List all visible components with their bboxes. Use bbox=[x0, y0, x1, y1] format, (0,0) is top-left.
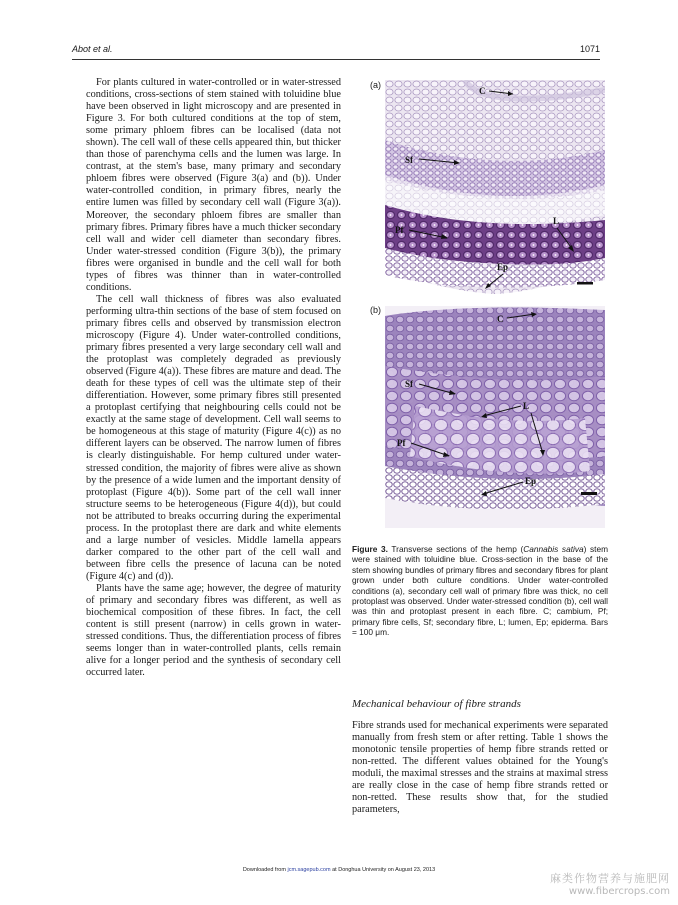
body-paragraph-2: The cell wall thickness of fibres was also evaluated performing ultra-thin sections of the base of stem focused on primary fibres cells and observed by transmission electron microscopy (Figure 4). Under water-controlled conditions, primary fibres presented a very large secondary cell wall and the protoplast was completely degraded as previously observed (Figure 4(a)). These fibres are mature and dead. The death for these types of cell was the ultimate step of their differentiation. However, some primary fibres still presented a protoplast certifying that neighbouring cells could not be exactly at the same stage of development. Cell wall seems to be homogeneous at this stage of maturity (Figure 4(c)) as no different layers can be observed. The narrow lumen of fibres is clearly distinguishable. For hemp cultured under water-stressed condition, the majority of fibres were alive as shown by the presence of a wide lumen and the important density of protoplast (Figure 4(b)). Some part of the cell wall inner structure seems to be heterogeneous (Figure 4(d)), but could not be attributed to breaks occurring during the experimental process. In the protoplast there are dark and white elements and a large number of vesicles. Middle lamella appears darker compared to the other part of the cell wall and between fibre cells the presence of lacuna can be noted (Figure 4(c) and (d)). bbox=[86, 293, 341, 582]
right-column-text bbox=[352, 720, 608, 816]
micrograph-panel-b bbox=[385, 306, 605, 528]
watermark-line-1: 麻类作物营养与施肥网 bbox=[550, 872, 670, 885]
caption-text-pre: Transverse sections of the hemp ( bbox=[391, 544, 524, 554]
watermark bbox=[550, 870, 670, 897]
micrograph-b-svg bbox=[385, 306, 605, 528]
footer-post: at Donghua University on August 23, 2013 bbox=[330, 867, 436, 873]
figure-panel-a-label: (a) bbox=[370, 80, 381, 90]
label-b-c: C bbox=[497, 314, 504, 324]
watermark-line-2: www.fibercrops.com bbox=[568, 886, 670, 897]
label-b-pf: Pf bbox=[397, 438, 406, 448]
caption-species: Cannabis sativa bbox=[523, 544, 584, 554]
body-paragraph-3: Plants have the same age; however, the degree of maturity of primary and secondary fibres was different, as well as biochemical composition of these fibres. In fact, the cell content is still present (narrow) in cells grown in water-stressed conditions. Thus, the differentiation process of fibres seems longer than in water-controlled plants, cells remain alive for a longer period and the synthesis of secondary cell occurred later. bbox=[86, 582, 341, 679]
label-b-ep: Ep bbox=[525, 476, 537, 486]
micrograph-a-svg bbox=[385, 80, 605, 298]
header-rule bbox=[72, 59, 600, 60]
footer-link[interactable]: jcm.sagepub.com bbox=[287, 867, 331, 873]
left-column-text bbox=[86, 77, 341, 679]
caption-text-post: ) stem were stained with toluidine blue. Cross-section in the base of the stem showing bundles of primary fibres and secondary fibres for plant grown under both culture conditions. Under water-controlled conditions (a), secondary cell wall of primary fibre was thick, no cell protoplast was observed. Under water-stressed condition (b), cell wall was thin and protoplast present in each fibre. C; cambium, Pf; primary fibre cells, Sf; secondary fibre, L; lumen, Ep; epiderma. Bars = 100 μm. bbox=[352, 544, 608, 638]
label-a-l: L bbox=[553, 216, 560, 226]
figure-panel-b-label: (b) bbox=[370, 305, 381, 315]
footer-pre: Downloaded from bbox=[242, 867, 288, 873]
running-header bbox=[72, 44, 600, 60]
label-a-sf: Sf bbox=[405, 155, 414, 165]
section-heading: Mechanical behaviour of fibre strands bbox=[352, 698, 521, 710]
body-paragraph-right: Fibre strands used for mechanical experiments were separated manually from fresh stem or after retting. Table 1 shows the monotonic tensile properties of hemp fibre strands retted or non-retted. The different values obtained for the Young's moduli, the maximal stresses and the strains at maximal stress are really close in the case of hemp fibre strands retted or non-retted. These results show that, for the studied parameters, bbox=[352, 720, 608, 816]
micrograph-panel-a bbox=[385, 80, 605, 298]
label-a-pf: Pf bbox=[395, 225, 404, 235]
figure-caption bbox=[352, 544, 608, 638]
body-paragraph-1: For plants cultured in water-controlled or in water-stressed conditions, cross-sections of stem stained with toluidine blue have been observed in light microscopy and are presented in Figure 3. For both cultured conditions at the top of stem, some primary phloem fibres can be localised (data not shown). The cell wall of these cells appeared thin, but thicker than those of parenchyma cells and the lumen was large. In contrast, at the stem's base, many primary and secondary phloem fibres were observed (Figure 3(a) and (b)). Under water-controlled condition, in primary fibres, nearly the entire lumen was filled by secondary cell wall (Figure 3(a)). Moreover, the secondary phloem fibres are smaller than primary fibres. Primary fibres have a much thicker secondary cell wall and wider cell diameter than secondary fibres. Under water-stressed condition (Figure 3(b)), the primary fibres were organised in bundle and the cell wall for both types of fibres was thinner than in water-controlled conditions. bbox=[86, 77, 341, 293]
header-page-number: 1071 bbox=[579, 44, 600, 54]
label-a-c: C bbox=[479, 86, 486, 96]
header-authors: Abot et al. bbox=[72, 44, 113, 54]
label-a-ep: Ep bbox=[497, 262, 509, 272]
caption-title: Figure 3. bbox=[352, 544, 388, 554]
label-b-l: L bbox=[523, 401, 530, 411]
label-b-sf: Sf bbox=[405, 379, 414, 389]
